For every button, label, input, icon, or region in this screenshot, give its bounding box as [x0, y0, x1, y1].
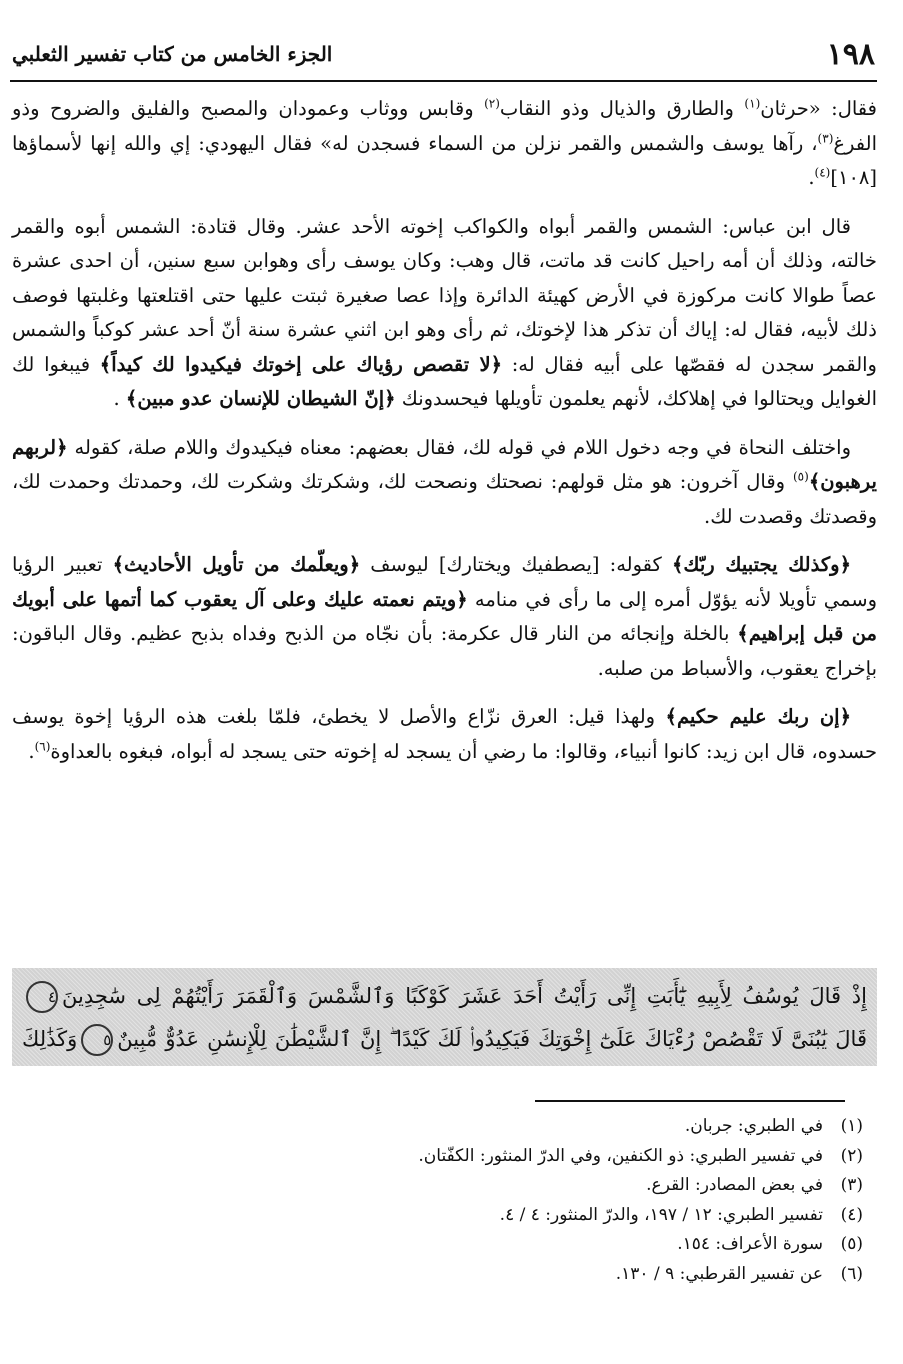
paragraph: [12, 431, 877, 535]
ayah-number-icon: ٥: [81, 1024, 113, 1056]
footnote-rule: [535, 1100, 845, 1102]
ayah-number-icon: ٤: [26, 981, 58, 1013]
paragraph: [12, 700, 877, 769]
footnote-number: (٦): [840, 1263, 863, 1284]
text-run: .: [28, 739, 35, 763]
quran-quote: ﴿إن ربك عليم حكيم﴾: [665, 705, 852, 728]
text-run: فقال: «حرثان: [760, 97, 877, 120]
text-run: وقال آخرون: هو مثل قولهم: نصحتك ونصحت لك، وشكرتك وشكرت لك، وحمدتك وحمدت لك، وقصدتك وقصدت لك.: [12, 470, 877, 528]
body-text: [12, 92, 877, 783]
quran-quote: ﴿لربهم يرهبون﴾: [12, 435, 877, 493]
text-run: والطارق والذيال وذو النقاب: [499, 97, 745, 120]
footnote-text: في تفسير الطبري: ذو الكنفين، وفي الدرّ المنثور: الكفّتان.: [418, 1145, 823, 1166]
footnote-ref: (٢): [484, 96, 500, 111]
quran-quote: ﴿لا تقصص رؤياك على إخوتك فيكيدوا لك كيداً﴾: [99, 352, 503, 376]
verse-text: إِذْ قَالَ يُوسُفُ لِأَبِيهِ يَٰٓأَبَتِ إِنِّى رَأَيْتُ أَحَدَ عَشَرَ كَوْكَبًا وَٱلشَّمْسَ وَٱلْقَمَرَ رَأَيْتُهُمْ لِى سَٰجِدِينَ: [62, 983, 867, 1008]
text-run: بالخلة وإنجائه من النار قال عكرمة: بأن نجّاه من الذبح وفداه بذبح عظيم. وقال الباقون: بإخراج يعقوب، والأسباط من صلبه.: [12, 622, 877, 680]
footnote-item: [43, 1142, 863, 1172]
footnote-number: (٣): [840, 1175, 863, 1195]
quran-verse-box: [12, 968, 877, 1066]
footnote-ref: (٦): [34, 739, 51, 753]
footnote-text: عن تفسير القرطبي: ٩ / ١٣٠.: [615, 1263, 823, 1284]
footnote-text: سورة الأعراف: ١٥٤.: [677, 1234, 823, 1254]
paragraph: [12, 92, 877, 196]
footnote-ref: (١): [744, 96, 761, 111]
text-run: .: [808, 166, 815, 189]
footnote-number: (١): [840, 1116, 863, 1136]
footnote-item: [43, 1260, 863, 1290]
footnote-ref: (٤): [814, 165, 831, 180]
quran-quote: ﴿ويعلّمك من تأويل الأحاديث﴾: [112, 553, 361, 576]
verse-text: قَالَ يَٰبُنَىَّ لَا تَقْصُصْ رُءْيَاكَ عَلَىٰٓ إِخْوَتِكَ فَيَكِيدُوا۟ لَكَ كَيْدًا ۖ إِنَّ ٱلشَّيْطَٰنَ لِلْإِنسَٰنِ عَدُوٌّ مُّبِينٌ: [117, 1026, 867, 1051]
text-run: .: [113, 387, 126, 410]
footnote-item: [43, 1171, 863, 1201]
verse-continuation: وَكَذَٰلِكَ: [22, 1026, 78, 1051]
text-run: قال ابن عباس: الشمس والقمر أبواه والكواكب إخوته الأحد عشر. وقال قتادة: الشمس أبوه والقمر خالته، وذلك أن أمه راحيل كانت قد ماتت، قال وهب: وكان يوسف رأى وهوابن سبع سنين، أن احدى عشرة عصاً طوالا كانت مركوزة في الأرض كهيئة الدائرة وإذا عصا صغيرة ثبتت عليها حتى اقتلعتها وغلبتها فوصف ذلك لأبيه، فقال له: إياك أن تذكر هذا لإخوتك، ثم رأى وهو ابن اثني عشرة سنة أنّ أحد عشر كوكباً والشمس والقمر سجدن له فقصّها على أبيه فقال له:: [12, 214, 877, 376]
footnote-text: تفسير الطبري: ١٢ / ١٩٧، والدرّ المنثور: ٤ / ٤.: [499, 1204, 823, 1225]
footnote-text: في بعض المصادر: القرع.: [646, 1175, 823, 1195]
paragraph: [12, 210, 877, 417]
text-run: كقوله: [يصطفيك ويختارك] ليوسف: [360, 553, 672, 576]
running-title: الجزء الخامس من كتاب تفسير الثعلبي: [12, 42, 333, 66]
header-rule: [10, 80, 877, 82]
paragraph: [12, 548, 877, 686]
footnote-text: في الطبري: جربان.: [684, 1116, 823, 1136]
quran-quote: ﴿وكذلك يجتبيك ربّك﴾: [671, 553, 851, 576]
footnotes-list: [43, 1112, 863, 1289]
text-run: ولهذا قيل: العرق نزّاع والأصل لا يخطئ، فلمّا بلغت هذه الرؤيا إخوة يوسف حسدوه، قال ابن زيد: كانوا أنبياء، وقالوا: ما رضي أن يسجد له إخوته حتى يسجد له أبواه، فبغوه بالعداوة: [12, 705, 877, 763]
text-run: فيبغوا لك الغوايل ويحتالوا في إهلاكك، لأنهم يعلمون تأويلها فيحسدونك: [12, 352, 877, 410]
verse-line: [22, 1019, 867, 1059]
footnote-ref: (٥): [792, 469, 809, 484]
text-run: واختلف النحاة في وجه دخول اللام في قوله لك، فقال بعضهم: معناه فيكيدوك واللام صلة، كقوله: [67, 435, 851, 459]
footnote-item: [43, 1201, 863, 1231]
footnote-ref: (٣): [817, 131, 834, 145]
text-run: وقابس ووثاب وعمودان والمصبح والفليق والضروح وذو الفرغ: [12, 97, 877, 155]
page-number: ١٩٨: [826, 36, 875, 72]
footnote-number: (٥): [840, 1234, 863, 1254]
footnote-item: [43, 1230, 863, 1260]
text-run: تعبير الرؤيا وسمي تأويلا لأنه يؤوّل أمره إلى ما رأى في منامه: [12, 553, 878, 611]
quran-quote: ﴿ويتم نعمته عليك وعلى آل يعقوب كما أتمها على أبويك من قبل إبراهيم﴾: [12, 587, 878, 645]
footnote-number: (٤): [840, 1204, 863, 1225]
footnote-number: (٢): [840, 1145, 863, 1166]
page-header: [12, 28, 875, 80]
footnote-item: [43, 1112, 863, 1142]
verse-line: [22, 976, 867, 1016]
text-run: ، رآها يوسف والشمس والقمر نزلن من السماء فسجدن له» فقال اليهودي: إي والله إنها لأسماؤها [١٠٨]: [12, 131, 877, 189]
quran-quote: ﴿إنّ الشيطان للإنسان عدو مبين﴾: [125, 387, 396, 410]
